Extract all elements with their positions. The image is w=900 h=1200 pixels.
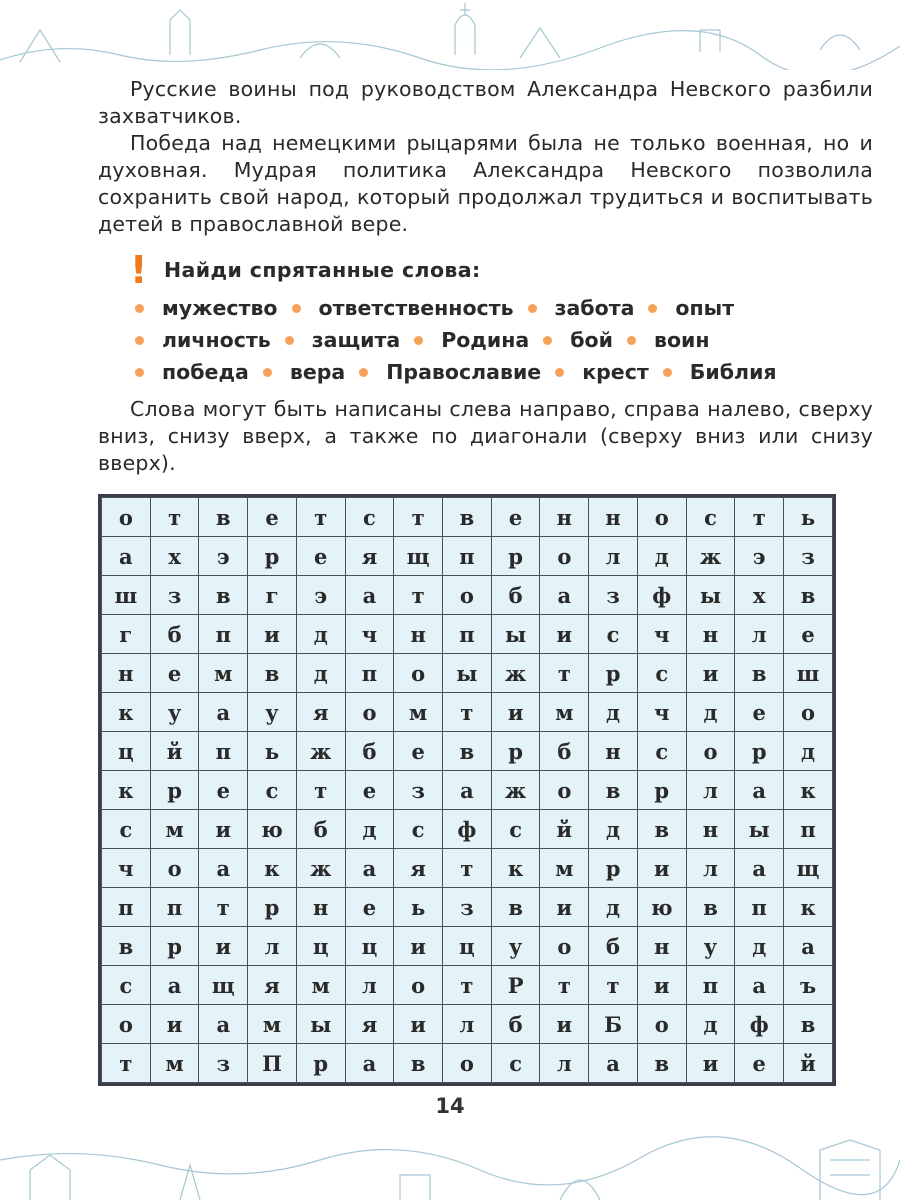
grid-cell: р — [248, 888, 297, 927]
grid-cell: и — [199, 810, 248, 849]
grid-cell: в — [637, 810, 686, 849]
grid-cell: и — [637, 966, 686, 1005]
paragraph-2: Победа над немецкими рыцарями была не только военная, но и духовная. Мудрая политика Александра Невского позволила сохранить свой народ, который продолжал трудиться и воспитывать детей в православной вере. — [98, 131, 873, 236]
grid-cell: с — [102, 810, 151, 849]
bullet-icon — [135, 336, 144, 345]
grid-cell: в — [784, 1005, 833, 1044]
grid-cell: ю — [248, 810, 297, 849]
grid-cell: и — [150, 1005, 199, 1044]
word-item: Православие — [359, 360, 541, 384]
word-item: мужество — [135, 296, 278, 320]
grid-cell: ш — [784, 654, 833, 693]
task-title: Найди спрятанные слова: — [164, 258, 481, 282]
grid-cell: р — [150, 927, 199, 966]
grid-cell: в — [102, 927, 151, 966]
grid-row — [102, 771, 833, 810]
grid-cell: с — [394, 810, 443, 849]
grid-cell: в — [491, 888, 540, 927]
grid-cell: и — [686, 654, 735, 693]
grid-cell: д — [589, 810, 638, 849]
grid-cell: у — [248, 693, 297, 732]
bullet-icon — [414, 336, 423, 345]
grid-cell: е — [199, 771, 248, 810]
grid-cell: и — [394, 1005, 443, 1044]
grid-cell: о — [540, 927, 589, 966]
word-row-2 — [135, 324, 855, 356]
grid-cell: й — [784, 1044, 833, 1083]
grid-cell: р — [589, 654, 638, 693]
word-item: защита — [285, 328, 401, 352]
grid-cell: о — [637, 1005, 686, 1044]
grid-cell: в — [248, 654, 297, 693]
grid-cell: и — [540, 1005, 589, 1044]
grid-cell: щ — [199, 966, 248, 1005]
grid-cell: ь — [394, 888, 443, 927]
grid-cell: н — [589, 732, 638, 771]
grid-cell: в — [735, 654, 784, 693]
grid-cell: а — [199, 849, 248, 888]
grid-cell: ф — [735, 1005, 784, 1044]
grid-cell: а — [102, 537, 151, 576]
grid-cell: ы — [491, 615, 540, 654]
bullet-icon — [528, 304, 537, 313]
grid-cell: э — [199, 537, 248, 576]
grid-cell: м — [394, 693, 443, 732]
grid-cell: в — [637, 1044, 686, 1083]
grid-row — [102, 810, 833, 849]
grid-cell: и — [199, 927, 248, 966]
grid-cell: а — [345, 1044, 394, 1083]
word-item: забота — [528, 296, 635, 320]
grid-cell: с — [102, 966, 151, 1005]
instruction-text — [98, 396, 873, 477]
grid-cell: к — [784, 771, 833, 810]
grid-cell: т — [735, 498, 784, 537]
grid-cell: ц — [443, 927, 492, 966]
grid-cell: о — [637, 498, 686, 537]
grid-cell: е — [345, 888, 394, 927]
grid-cell: х — [735, 576, 784, 615]
word-item: ответственность — [292, 296, 514, 320]
grid-cell: е — [784, 615, 833, 654]
grid-cell: м — [296, 966, 345, 1005]
grid-cell: р — [735, 732, 784, 771]
grid-cell: я — [345, 1005, 394, 1044]
word-item: бой — [543, 328, 613, 352]
grid-cell: у — [491, 927, 540, 966]
grid-cell: в — [199, 498, 248, 537]
grid-cell: П — [248, 1044, 297, 1083]
grid-row — [102, 498, 833, 537]
grid-cell: р — [296, 1044, 345, 1083]
grid-cell: ы — [296, 1005, 345, 1044]
grid-cell: б — [150, 615, 199, 654]
grid-cell: е — [394, 732, 443, 771]
grid-cell: л — [540, 1044, 589, 1083]
grid-cell: к — [102, 693, 151, 732]
grid-cell: е — [735, 1044, 784, 1083]
grid-cell: д — [296, 615, 345, 654]
grid-cell: а — [199, 693, 248, 732]
grid-cell: т — [443, 693, 492, 732]
grid-cell: с — [686, 498, 735, 537]
grid-cell: п — [199, 615, 248, 654]
word-item: воин — [627, 328, 710, 352]
grid-cell: э — [735, 537, 784, 576]
grid-cell: л — [686, 771, 735, 810]
grid-cell: ь — [248, 732, 297, 771]
grid-cell: н — [296, 888, 345, 927]
grid-cell: т — [296, 498, 345, 537]
grid-cell: з — [589, 576, 638, 615]
grid-cell: н — [637, 927, 686, 966]
grid-cell: т — [443, 966, 492, 1005]
grid-cell: ц — [345, 927, 394, 966]
grid-cell: ц — [296, 927, 345, 966]
grid-cell: к — [248, 849, 297, 888]
grid-cell: т — [199, 888, 248, 927]
grid-cell: ъ — [784, 966, 833, 1005]
word-row-3 — [135, 356, 855, 388]
grid-cell: с — [345, 498, 394, 537]
grid-cell: м — [199, 654, 248, 693]
grid-cell: н — [686, 615, 735, 654]
grid-cell: й — [150, 732, 199, 771]
grid-cell: с — [491, 810, 540, 849]
bullet-icon — [627, 336, 636, 345]
grid-cell: п — [102, 888, 151, 927]
grid-cell: т — [540, 654, 589, 693]
grid-cell: м — [540, 849, 589, 888]
grid-cell: с — [491, 1044, 540, 1083]
grid-cell: е — [345, 771, 394, 810]
grid-cell: а — [150, 966, 199, 1005]
grid-row — [102, 615, 833, 654]
grid-cell: б — [540, 732, 589, 771]
grid-cell: д — [589, 693, 638, 732]
grid-cell: д — [296, 654, 345, 693]
grid-cell: б — [296, 810, 345, 849]
grid-cell: я — [394, 849, 443, 888]
grid-cell: д — [637, 537, 686, 576]
grid-cell: п — [735, 888, 784, 927]
grid-cell: л — [248, 927, 297, 966]
grid-cell: п — [686, 966, 735, 1005]
grid-cell: а — [345, 576, 394, 615]
grid-cell: б — [491, 576, 540, 615]
grid-cell: щ — [394, 537, 443, 576]
grid-cell: а — [345, 849, 394, 888]
grid-cell: х — [150, 537, 199, 576]
grid-row — [102, 888, 833, 927]
grid-cell: м — [150, 810, 199, 849]
grid-cell: м — [540, 693, 589, 732]
grid-cell: и — [686, 1044, 735, 1083]
letter-grid-table — [101, 497, 833, 1083]
grid-cell: и — [637, 849, 686, 888]
grid-cell: м — [150, 1044, 199, 1083]
grid-cell: д — [589, 888, 638, 927]
grid-cell: а — [199, 1005, 248, 1044]
grid-cell: к — [784, 888, 833, 927]
bullet-icon — [543, 336, 552, 345]
grid-cell: я — [248, 966, 297, 1005]
grid-row — [102, 537, 833, 576]
grid-cell: е — [735, 693, 784, 732]
grid-cell: а — [443, 771, 492, 810]
bottom-sketch-illustration — [0, 1120, 900, 1200]
grid-cell: з — [443, 888, 492, 927]
grid-cell: з — [150, 576, 199, 615]
word-item: победа — [135, 360, 249, 384]
grid-cell: я — [296, 693, 345, 732]
grid-cell: е — [150, 654, 199, 693]
bullet-icon — [135, 368, 144, 377]
grid-cell: ш — [102, 576, 151, 615]
bullet-icon — [285, 336, 294, 345]
grid-cell: н — [540, 498, 589, 537]
grid-cell: л — [735, 615, 784, 654]
grid-cell: е — [248, 498, 297, 537]
grid-cell: м — [248, 1005, 297, 1044]
grid-cell: д — [784, 732, 833, 771]
grid-cell: ф — [443, 810, 492, 849]
grid-cell: е — [296, 537, 345, 576]
grid-cell: г — [102, 615, 151, 654]
grid-cell: к — [491, 849, 540, 888]
grid-cell: т — [540, 966, 589, 1005]
grid-cell: д — [345, 810, 394, 849]
word-row-1 — [135, 292, 855, 324]
grid-cell: т — [394, 498, 443, 537]
grid-cell: о — [443, 1044, 492, 1083]
grid-cell: з — [394, 771, 443, 810]
grid-cell: й — [540, 810, 589, 849]
grid-cell: з — [784, 537, 833, 576]
grid-cell: а — [589, 1044, 638, 1083]
grid-cell: о — [784, 693, 833, 732]
grid-cell: я — [345, 537, 394, 576]
grid-cell: в — [784, 576, 833, 615]
bullet-icon — [663, 368, 672, 377]
grid-cell: в — [589, 771, 638, 810]
grid-cell: с — [589, 615, 638, 654]
grid-cell: о — [102, 1005, 151, 1044]
grid-cell: и — [540, 615, 589, 654]
grid-row — [102, 849, 833, 888]
grid-cell: р — [637, 771, 686, 810]
word-item: опыт — [648, 296, 734, 320]
grid-cell: л — [589, 537, 638, 576]
grid-row — [102, 732, 833, 771]
grid-cell: Б — [589, 1005, 638, 1044]
bullet-icon — [292, 304, 301, 313]
grid-cell: к — [102, 771, 151, 810]
grid-cell: с — [637, 732, 686, 771]
word-item: Родина — [414, 328, 529, 352]
grid-cell: о — [443, 576, 492, 615]
grid-cell: ж — [491, 771, 540, 810]
grid-cell: э — [296, 576, 345, 615]
grid-cell: ц — [102, 732, 151, 771]
bullet-icon — [555, 368, 564, 377]
grid-cell: п — [150, 888, 199, 927]
grid-cell: ы — [443, 654, 492, 693]
grid-cell: д — [735, 927, 784, 966]
grid-cell: ч — [637, 615, 686, 654]
grid-cell: р — [248, 537, 297, 576]
grid-cell: в — [199, 576, 248, 615]
grid-cell: р — [150, 771, 199, 810]
grid-cell: ж — [296, 849, 345, 888]
grid-cell: р — [491, 732, 540, 771]
grid-cell: р — [491, 537, 540, 576]
grid-cell: ф — [637, 576, 686, 615]
bullet-icon — [263, 368, 272, 377]
top-sketch-illustration — [0, 0, 900, 70]
grid-cell: о — [540, 771, 589, 810]
grid-cell: и — [248, 615, 297, 654]
word-item: вера — [263, 360, 345, 384]
grid-cell: п — [443, 537, 492, 576]
bullet-icon — [359, 368, 368, 377]
grid-cell: в — [394, 1044, 443, 1083]
grid-cell: т — [394, 576, 443, 615]
bullet-icon — [648, 304, 657, 313]
grid-cell: б — [589, 927, 638, 966]
grid-cell: л — [443, 1005, 492, 1044]
grid-row — [102, 927, 833, 966]
grid-cell: ч — [345, 615, 394, 654]
intro-text — [98, 76, 873, 238]
grid-cell: н — [686, 810, 735, 849]
grid-cell: б — [345, 732, 394, 771]
grid-cell: а — [540, 576, 589, 615]
grid-cell: о — [394, 966, 443, 1005]
grid-cell: о — [150, 849, 199, 888]
grid-cell: ч — [637, 693, 686, 732]
grid-cell: ы — [686, 576, 735, 615]
grid-cell: б — [491, 1005, 540, 1044]
grid-cell: а — [735, 771, 784, 810]
grid-cell: и — [491, 693, 540, 732]
grid-cell: ы — [735, 810, 784, 849]
word-item: Библия — [663, 360, 777, 384]
instruction-paragraph: Слова могут быть написаны слева направо, справа налево, сверху вниз, снизу вверх, а также по диагонали (сверху вниз или снизу вверх). — [98, 397, 873, 475]
grid-cell: н — [394, 615, 443, 654]
grid-cell: а — [784, 927, 833, 966]
grid-cell: п — [345, 654, 394, 693]
grid-cell: д — [686, 1005, 735, 1044]
grid-cell: ж — [491, 654, 540, 693]
word-item: личность — [135, 328, 271, 352]
grid-cell: в — [443, 732, 492, 771]
grid-cell: у — [686, 927, 735, 966]
grid-cell: а — [735, 849, 784, 888]
grid-cell: н — [589, 498, 638, 537]
grid-cell: о — [540, 537, 589, 576]
grid-cell: а — [735, 966, 784, 1005]
grid-cell: в — [443, 498, 492, 537]
grid-cell: т — [589, 966, 638, 1005]
grid-cell: р — [589, 849, 638, 888]
grid-cell: щ — [784, 849, 833, 888]
grid-cell: т — [150, 498, 199, 537]
grid-cell: ь — [784, 498, 833, 537]
paragraph-1: Русские воины под руководством Александра Невского разбили захватчиков. — [98, 77, 873, 128]
grid-cell: п — [199, 732, 248, 771]
grid-cell: о — [686, 732, 735, 771]
grid-cell: с — [637, 654, 686, 693]
grid-cell: о — [345, 693, 394, 732]
grid-cell: г — [248, 576, 297, 615]
grid-cell: ж — [296, 732, 345, 771]
grid-cell: з — [199, 1044, 248, 1083]
grid-cell: с — [248, 771, 297, 810]
grid-cell: Р — [491, 966, 540, 1005]
grid-cell: л — [686, 849, 735, 888]
grid-row — [102, 654, 833, 693]
word-search-grid — [98, 494, 836, 1086]
grid-cell: ю — [637, 888, 686, 927]
grid-cell: е — [491, 498, 540, 537]
grid-cell: ж — [686, 537, 735, 576]
word-list — [135, 292, 855, 388]
word-item: крест — [555, 360, 649, 384]
grid-row — [102, 1005, 833, 1044]
grid-cell: т — [296, 771, 345, 810]
grid-cell: н — [102, 654, 151, 693]
grid-row — [102, 693, 833, 732]
grid-row — [102, 966, 833, 1005]
page-number: 14 — [435, 1094, 465, 1118]
exclamation-icon: ! — [130, 248, 148, 292]
grid-cell: у — [150, 693, 199, 732]
grid-cell: п — [784, 810, 833, 849]
grid-cell: л — [345, 966, 394, 1005]
grid-cell: д — [686, 693, 735, 732]
grid-cell: и — [394, 927, 443, 966]
grid-row — [102, 1044, 833, 1083]
task-header — [130, 248, 850, 292]
bullet-icon — [135, 304, 144, 313]
grid-cell: т — [102, 1044, 151, 1083]
grid-cell: т — [443, 849, 492, 888]
grid-cell: в — [686, 888, 735, 927]
grid-cell: ч — [102, 849, 151, 888]
grid-cell: п — [443, 615, 492, 654]
grid-cell: о — [394, 654, 443, 693]
grid-row — [102, 576, 833, 615]
grid-cell: о — [102, 498, 151, 537]
grid-cell: и — [540, 888, 589, 927]
